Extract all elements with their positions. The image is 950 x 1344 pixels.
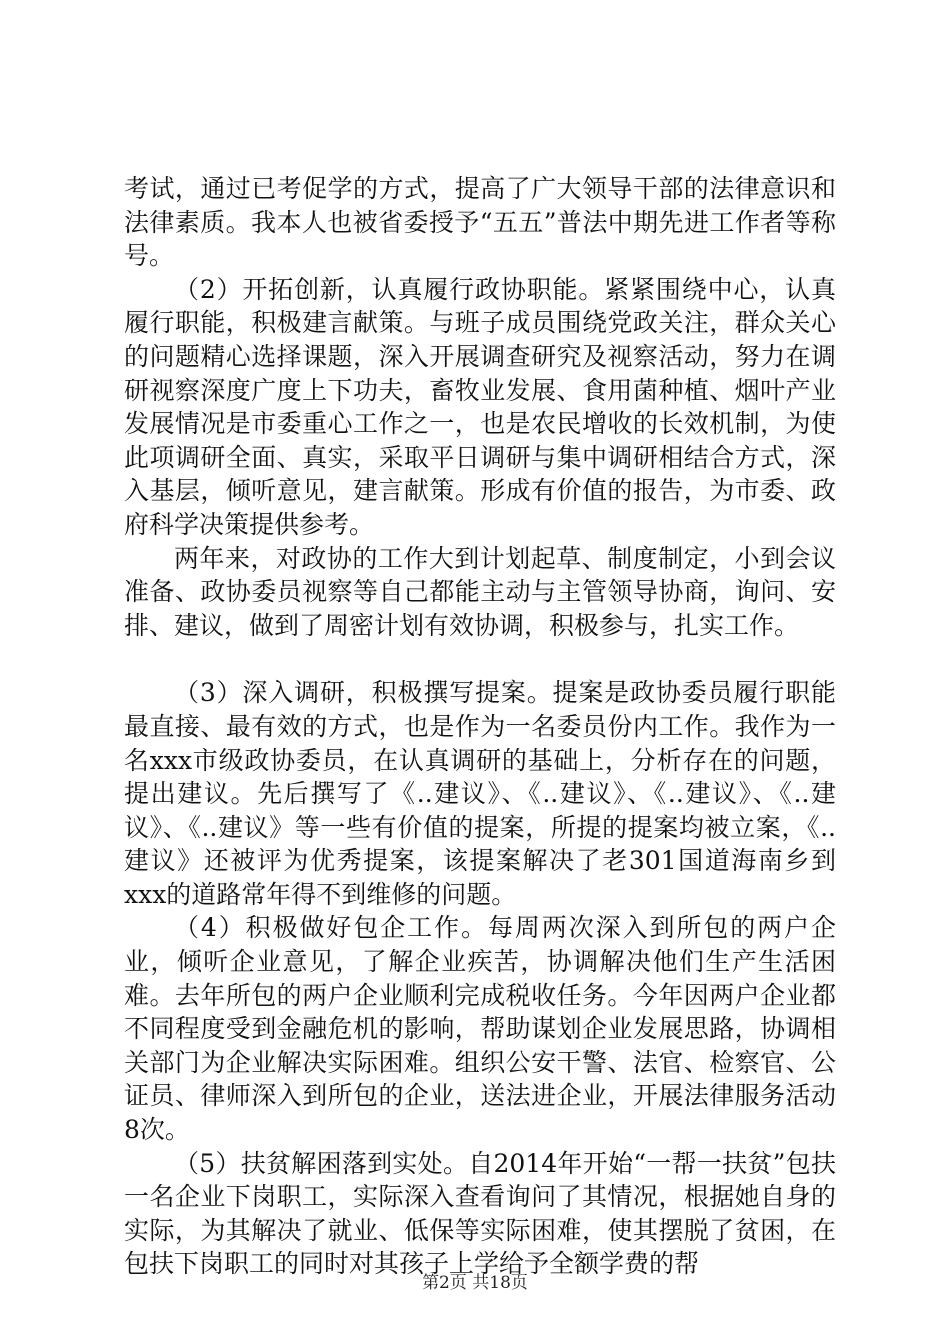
page-number-footer: 第2页 共18页 <box>422 1273 528 1293</box>
paragraph-item-2: （2）开拓创新，认真履行政协职能。紧紧围绕中心，认真履行职能，积极建言献策。与班子成员围绕党政关注，群众关心的问题精心选择课题，深入开展调查研究及视察活动，努力在调研视察深度广度上下功夫，畜牧业发展、食用菌种植、烟叶产业发展情况是市委重心工作之一，也是农民增收的长效机制，为使此项调研全面、真实，采取平日调研与集中调研相结合方式，深入基层，倾听意见，建言献策。形成有价值的报告，为市委、政府科学决策提供参考。 <box>124 274 836 539</box>
paragraph-item-5: （5）扶贫解困落到实处。自2014年开始“一帮一扶贫”包扶一名企业下岗职工，实际深入查看询问了其情况，根据她自身的实际，为其解决了就业、低保等实际困难，使其摆脱了贫困，在包扶下岗职工的同时对其孩子上学给予全额学费的帮 <box>124 1148 836 1279</box>
paragraph-continuation: 考试，通过已考促学的方式，提高了广大领导干部的法律意识和法律素质。我本人也被省委授予“五五”普法中期先进工作者等称号。 <box>124 174 836 271</box>
paragraph-item-4: （4）积极做好包企工作。每周两次深入到所包的两户企业，倾听企业意见，了解企业疾苦，协调解决他们生产生活困难。去年所包的两户企业顺利完成税收任务。今年因两户企业都不同程度受到金融危机的影响，帮助谋划企业发展思路，协调相关部门为企业解决实际困难。组织公安干警、法官、检察官、公证员、律师深入到所包的企业，送法进企业，开展法律服务活动8次。 <box>124 913 836 1145</box>
paragraph-item-3: （3）深入调研，积极撰写提案。提案是政协委员履行职能最直接、最有效的方式，也是作为一名委员份内工作。我作为一名xxx市级政协委员，在认真调研的基础上，分析存在的问题，提出建议。先后撰写了《..建议》、《..建议》、《..建议》、《..建议》、《..建议》等一些有价值的提案，所提的提案均被立案，《..建议》还被评为优秀提案，该提案解决了老301国道海南乡到xxx的道路常年得不到维修的问题。 <box>124 678 836 909</box>
paragraph-two-years: 两年来，对政协的工作大到计划起草、制度制定，小到会议准备、政协委员视察等自己都能主动与主管领导协商，询问、安排、建议，做到了周密计划有效协调，积极参与，扎实工作。 <box>124 543 836 640</box>
document-body <box>124 172 836 1281</box>
